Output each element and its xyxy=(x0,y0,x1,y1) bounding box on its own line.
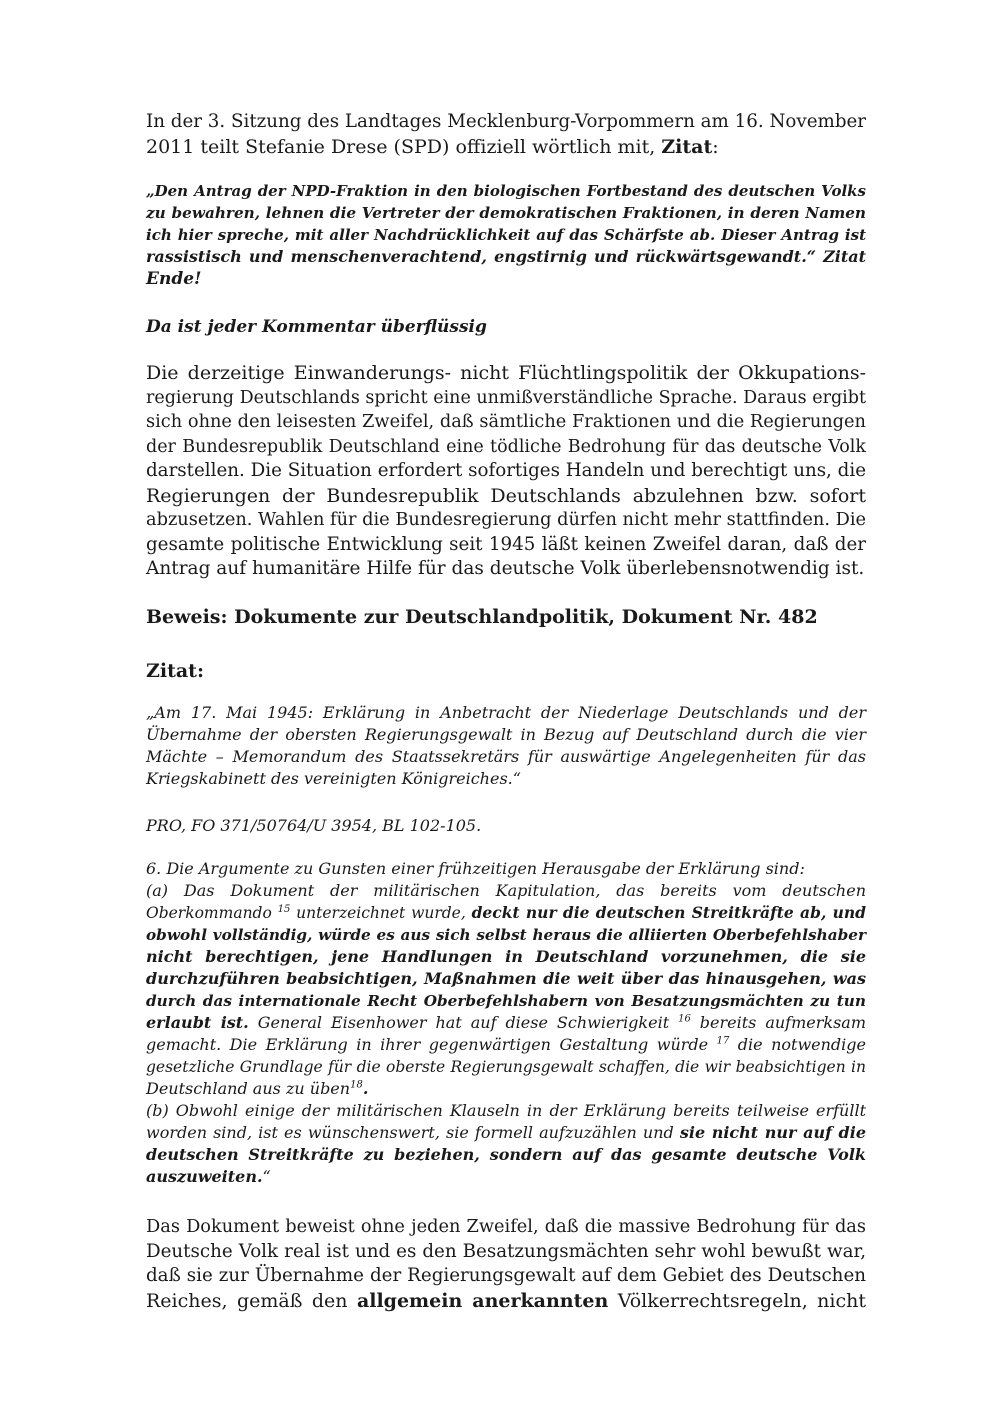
footnote-ref: 16 xyxy=(678,1013,691,1025)
quote-line: rassistisch und menschenverachtend, engstirnig und rückwärtsgewandt.“ Zitat xyxy=(146,247,866,266)
footnote-ref: 15 xyxy=(277,903,291,915)
quote-line: gesetzliche Grundlage für die oberste Regierungsgewalt schaffen, die wir beabsichtigen in xyxy=(146,1058,866,1076)
text-line: darstellen. Die Situation erfordert sofortiges Handeln und berechtigt uns, die xyxy=(146,460,866,481)
quote-line xyxy=(146,902,866,924)
text-line: daß sie zur Übernahme der Regierungsgewalt auf dem Gebiet des Deutschen xyxy=(146,1265,866,1286)
text-run: gemacht. Die Erklärung in ihrer gegenwärtigen Gestaltung würde xyxy=(146,1035,717,1054)
intro-paragraph xyxy=(146,110,866,159)
emphasis-run: erlaubt ist. xyxy=(146,1013,249,1032)
text-run: Reiches, gemäß den xyxy=(146,1289,357,1312)
quote-line: Übernahme der obersten Regierungsgewalt in Bezug auf Deutschland durch die vier xyxy=(146,725,866,744)
quote-line xyxy=(146,1012,866,1034)
quote-line xyxy=(146,1034,866,1056)
text-run: unterzeichnet wurde, xyxy=(290,904,472,922)
comment-text: Da ist jeder Kommentar überflüssig xyxy=(146,317,487,337)
text-line: In der 3. Sitzung des Landtages Mecklenburg-Vorpommern am 16. November xyxy=(146,111,867,132)
quote-line: Ende! xyxy=(146,269,202,289)
text-line: Das Dokument beweist ohne jeden Zweifel, daß die massive Bedrohung für das xyxy=(146,1217,866,1237)
quote-line: (a) Das Dokument der militärischen Kapitulation, das bereits vom deutschen xyxy=(146,881,866,900)
text-line: Deutsche Volk real ist und es den Besatzungsmächten sehr wohl bewußt war, xyxy=(146,1240,866,1262)
proof-heading xyxy=(146,605,866,629)
quote-line xyxy=(146,1166,866,1188)
text-run: worden sind, ist es wünschenswert, sie formell aufzuzählen und xyxy=(146,1123,680,1142)
quote-line: deutschen Streitkräfte zu beziehen, sondern auf das gesamte deutsche Volk xyxy=(146,1145,866,1164)
emphasis-run: sie nicht nur auf die xyxy=(679,1123,866,1142)
quote-line: durchzuführen beabsichtigen, Maßnahmen die weit über das hinausgehen, was xyxy=(146,969,866,988)
heading-text: Beweis: Dokumente zur Deutschlandpolitik, Dokument Nr. 482 xyxy=(146,606,818,628)
text-run: 2011 teilt Stefanie Drese (SPD) offiziell wörtlich mit, xyxy=(146,135,662,158)
text-line xyxy=(146,135,866,160)
text-line: Die derzeitige Einwanderungs- nicht Flüchtlingspolitik der Okkupations- xyxy=(146,362,866,384)
text-line: abzusetzen. Wahlen für die Bundesregierung dürfen nicht mehr stattfinden. Die xyxy=(146,510,867,530)
text-line: gesamte politische Entwicklung seit 1945 läßt keinen Zweifel daran, daß der xyxy=(146,533,866,555)
text-run: die notwendige xyxy=(729,1035,866,1054)
text-run: Oberkommando xyxy=(146,904,278,922)
arguments-quote xyxy=(146,858,866,1188)
text-run: Völkerrechtsregeln, nicht xyxy=(608,1289,866,1312)
zitat-heading xyxy=(146,659,866,683)
declaration-quote xyxy=(146,702,866,790)
text-run: General Eisenhower hat auf diese Schwierigkeit xyxy=(248,1013,679,1032)
quote-line: Kriegskabinett des vereinigten Königreiches.“ xyxy=(146,769,521,788)
emphasis-run: allgemein anerkannten xyxy=(356,1289,609,1312)
npd-quote xyxy=(146,180,866,290)
quote-line: nicht berechtigen, jene Handlungen in Deutschland vorzunehmen, die sie xyxy=(146,947,866,966)
text-run: : xyxy=(712,135,719,158)
closing-paragraph xyxy=(146,1215,866,1313)
emphasis-run: deckt nur die deutschen Streitkräfte ab, und xyxy=(471,903,866,922)
text-run: . xyxy=(362,1079,369,1098)
text-line: der Bundesrepublik Deutschland eine tödliche Bedrohung für das deutsche Volk xyxy=(146,436,866,457)
quote-line: obwohl vollständig, würde es aus sich selbst heraus die alliierten Oberbefehlshaber xyxy=(146,926,866,944)
text-line: Regierungen der Bundesrepublik Deutschlands abzulehnen bzw. sofort xyxy=(146,484,866,507)
main-paragraph xyxy=(146,361,866,582)
footnote-ref: 17 xyxy=(716,1035,730,1047)
text-line xyxy=(146,1289,866,1314)
text-line: regierung Deutschlands spricht eine unmißverständliche Sprache. Daraus ergibt xyxy=(146,387,866,408)
quote-line: Mächte – Memorandum des Staatssekretärs für auswärtige Angelegenheiten für das xyxy=(146,747,866,766)
comment-line xyxy=(146,316,866,338)
quote-line: 6. Die Argumente zu Gunsten einer frühzeitigen Herausgabe der Erklärung sind: xyxy=(146,859,805,878)
text-run: Deutschland aus zu üben xyxy=(146,1079,351,1098)
archive-reference xyxy=(146,815,866,837)
text-run: “ xyxy=(262,1167,271,1186)
quote-line: „Am 17. Mai 1945: Erklärung in Anbetracht der Niederlage Deutschlands und der xyxy=(146,703,866,722)
heading-text: Zitat: xyxy=(146,660,204,682)
quote-line xyxy=(146,1078,866,1100)
quote-line: „Den Antrag der NPD-Fraktion in den biologischen Fortbestand des deutschen Volks xyxy=(146,182,866,200)
reference-text: PRO, FO 371/50764/U 3954, BL 102-105. xyxy=(146,816,482,835)
quote-line: zu bewahren, lehnen die Vertreter der demokratischen Fraktionen, in deren Namen xyxy=(146,204,866,222)
quote-line: ich hier spreche, mit aller Nachdrücklichkeit auf das Schärfste ab. Dieser Antrag ist xyxy=(146,226,866,244)
footnote-ref: 18 xyxy=(350,1079,363,1091)
text-line: sich ohne den leisesten Zweifel, daß sämtliche Fraktionen und die Regierungen xyxy=(146,412,866,432)
quote-line xyxy=(146,1122,866,1144)
quote-line: (b) Obwohl einige der militärischen Klauseln in der Erklärung bereits teilweise erfüllt xyxy=(146,1101,866,1120)
zitat-label: Zitat xyxy=(661,135,713,158)
emphasis-run: auszuweiten. xyxy=(146,1167,263,1186)
quote-line: durch das internationale Recht Oberbefehlshabern von Besatzungsmächten zu tun xyxy=(146,992,866,1010)
text-run: bereits aufmerksam xyxy=(690,1013,866,1032)
text-line: Antrag auf humanitäre Hilfe für das deutsche Volk überlebensnotwendig ist. xyxy=(146,558,865,579)
